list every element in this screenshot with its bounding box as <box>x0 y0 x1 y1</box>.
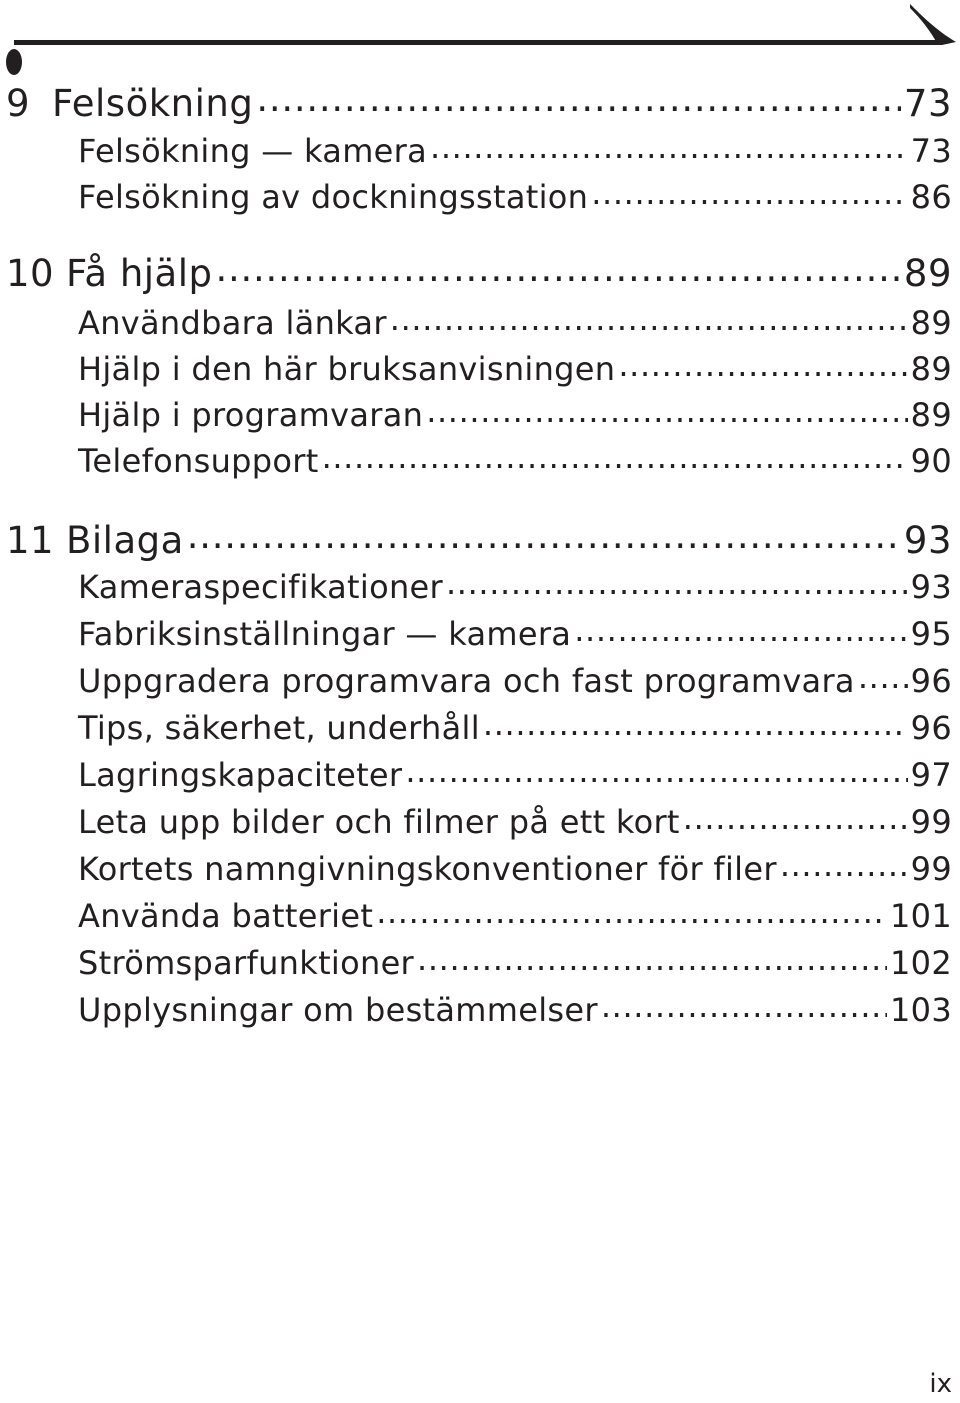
entry-page-number: 93 <box>910 568 952 606</box>
entry-title: Strömsparfunktioner <box>78 944 415 982</box>
toc-entry[interactable] <box>78 394 952 434</box>
dot-leader <box>591 176 907 208</box>
toc-entry[interactable] <box>78 176 952 216</box>
entry-title: Hjälp i programvaran <box>78 396 424 434</box>
chapter-title: Bilaga <box>66 519 184 562</box>
dot-leader <box>446 566 908 598</box>
dot-leader <box>780 848 908 880</box>
entry-page-number: 90 <box>910 442 952 480</box>
dot-leader <box>187 516 901 553</box>
toc-entry[interactable] <box>78 302 952 342</box>
entry-page-number: 101 <box>890 897 952 935</box>
entry-title: Uppgradera programvara och fast programvara <box>78 662 855 700</box>
entry-page-number: 96 <box>910 709 952 747</box>
toc-entry[interactable] <box>78 130 952 170</box>
dot-leader <box>376 895 887 927</box>
chapter-title: Få hjälp <box>66 252 213 295</box>
dot-leader <box>601 989 887 1021</box>
entry-title: Leta upp bilder och filmer på ett kort <box>78 803 680 841</box>
chapter-number: 11 <box>6 519 55 562</box>
chapter-number: 9 <box>6 82 31 125</box>
dot-leader <box>216 249 901 286</box>
toc-entry[interactable] <box>78 566 952 606</box>
dot-leader <box>390 302 908 334</box>
entry-page-number: 99 <box>910 850 952 888</box>
entry-page-number: 89 <box>910 350 952 388</box>
toc-entry[interactable] <box>78 895 952 935</box>
entry-page-number: 89 <box>910 396 952 434</box>
entry-page-number: 97 <box>910 756 952 794</box>
entry-title: Kortets namngivningskonventioner för filer <box>78 850 777 888</box>
entry-title: Felsökning — kamera <box>78 132 428 170</box>
toc-entry[interactable] <box>78 440 952 480</box>
header-rule-right-hook <box>910 4 956 45</box>
entry-page-number: 95 <box>910 615 952 653</box>
entry-page-number: 99 <box>910 803 952 841</box>
header-rule-line <box>14 40 942 45</box>
entry-title: Fabriksinställningar — kamera <box>78 615 572 653</box>
entry-page-number: 86 <box>910 178 952 216</box>
entry-title: Telefonsupport <box>78 442 319 480</box>
toc-entry[interactable] <box>78 848 952 888</box>
chapter-page-number: 73 <box>903 82 952 125</box>
dot-leader <box>430 130 908 162</box>
entry-title: Upplysningar om bestämmelser <box>78 991 598 1029</box>
entry-title: Hjälp i den här bruksanvisningen <box>78 350 616 388</box>
entry-title: Användbara länkar <box>78 304 387 342</box>
dot-leader <box>405 754 907 786</box>
dot-leader <box>426 394 907 426</box>
toc-entry[interactable] <box>78 801 952 841</box>
dot-leader <box>322 440 908 472</box>
page-folio: ix <box>929 1369 952 1399</box>
toc-entry[interactable] <box>78 707 952 747</box>
header-rule-left-cap <box>6 49 22 75</box>
toc-chapter-11[interactable] <box>6 516 952 562</box>
toc-entry[interactable] <box>78 613 952 653</box>
dot-leader <box>483 707 908 739</box>
toc-entry[interactable] <box>78 348 952 388</box>
entry-title: Lagringskapaciteter <box>78 756 403 794</box>
chapter-page-number: 89 <box>903 252 952 295</box>
toc-chapter-9[interactable] <box>6 79 952 125</box>
toc-entry[interactable] <box>78 754 952 794</box>
toc-entry[interactable] <box>78 660 952 700</box>
header-rule-graphic <box>0 0 960 80</box>
chapter-page-number: 93 <box>903 519 952 562</box>
toc-chapter-10[interactable] <box>6 249 952 295</box>
entry-page-number: 103 <box>890 991 952 1029</box>
entry-page-number: 102 <box>890 944 952 982</box>
entry-title: Felsökning av dockningsstation <box>78 178 589 216</box>
entry-page-number: 96 <box>910 662 952 700</box>
entry-title: Använda batteriet <box>78 897 374 935</box>
dot-leader <box>683 801 908 833</box>
dot-leader <box>256 79 901 116</box>
toc-entry[interactable] <box>78 942 952 982</box>
dot-leader <box>574 613 907 645</box>
dot-leader <box>417 942 887 974</box>
chapter-title: Felsökning <box>52 82 254 125</box>
entry-title: Kameraspecifikationer <box>78 568 443 606</box>
dot-leader <box>618 348 907 380</box>
dot-leader <box>858 660 908 692</box>
chapter-number: 10 <box>6 252 55 295</box>
toc-entry[interactable] <box>78 989 952 1029</box>
entry-page-number: 73 <box>910 132 952 170</box>
entry-title: Tips, säkerhet, underhåll <box>78 709 480 747</box>
entry-page-number: 89 <box>910 304 952 342</box>
